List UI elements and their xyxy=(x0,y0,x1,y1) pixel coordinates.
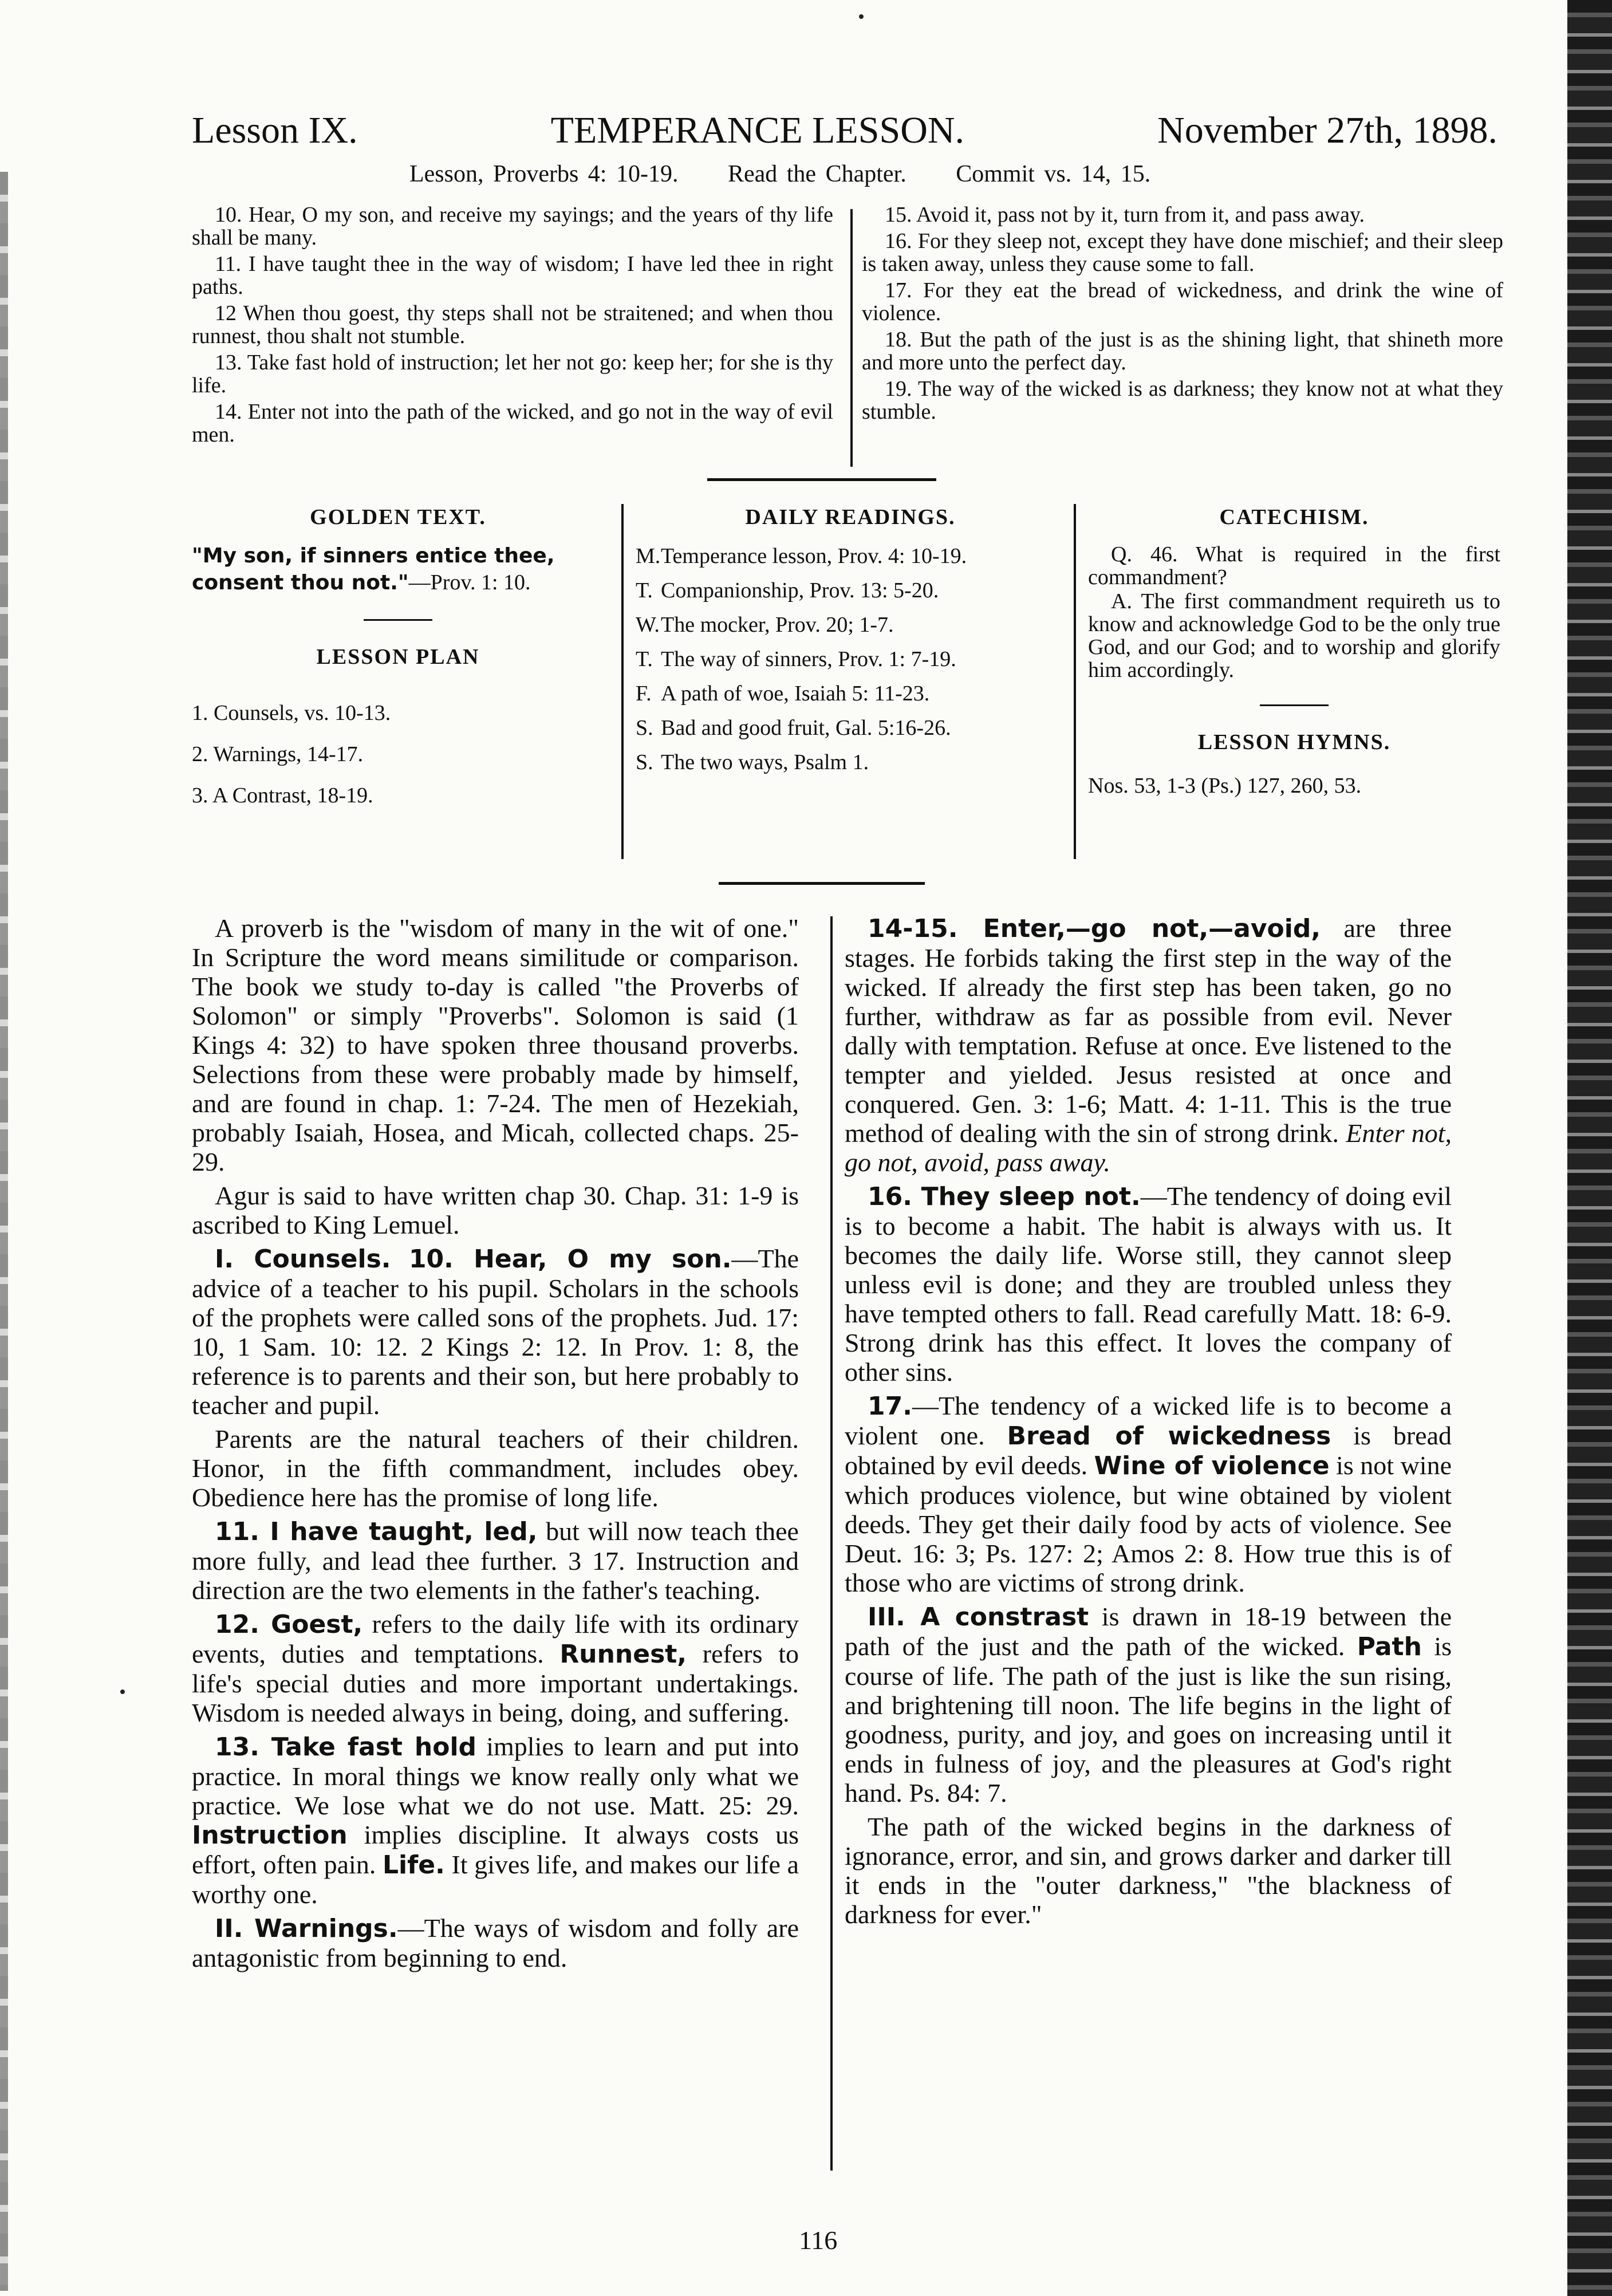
page-number: 116 xyxy=(799,2226,838,2255)
lesson-hymns-heading: LESSON HYMNS. xyxy=(1197,730,1391,754)
reading-day: W. xyxy=(636,613,660,637)
scripture-column-rule xyxy=(850,209,853,467)
paragraph-text: implies to learn and put into practice. In moral things we know really only what we practice. We lose what we do not use. Matt. 25: 29. xyxy=(192,1732,799,1820)
paragraph-text: —The tendency of doing evil is to become a habit. The habit is always with us. It becomes the daily life. Worse still, they cannot sleep unless evil is done; and they are troubled unless they have tempted others to fall. Read carefully Matt. 18: 6-9. Strong drink has this effect. It loves the company of other sins. xyxy=(845,1182,1452,1387)
verse: 14. Enter not into the path of the wicked, and go not in the way of evil men. xyxy=(192,400,833,447)
paragraph xyxy=(192,1609,799,1727)
term-heading: Life. xyxy=(383,1850,445,1880)
short-rule xyxy=(364,619,432,621)
reading-day: M. xyxy=(636,544,661,568)
paragraph-text: refers to the daily life with its ordinary events, duties and temptations. xyxy=(192,1609,799,1668)
paragraph: Parents are the natural teachers of their children. Honor, in the fifth commandment, includes obey. Obedience here has the promise of long life. xyxy=(192,1424,799,1512)
reading-item xyxy=(636,543,1065,569)
verse: 17. For they eat the bread of wickedness, and drink the wine of violence. xyxy=(862,278,1503,325)
box-column-rule xyxy=(1074,504,1076,859)
short-rule xyxy=(1260,704,1329,706)
paragraph-text: —The tendency of a wicked life is to become a violent one. xyxy=(845,1391,1452,1450)
section-divider xyxy=(719,882,925,885)
paragraph xyxy=(845,913,1452,1177)
commentary-left xyxy=(192,913,799,1977)
lesson-plan-heading: LESSON PLAN xyxy=(316,645,480,669)
paragraph-text: is bread obtained by evil deeds. xyxy=(845,1421,1452,1480)
verse-heading: 14-15. Enter,—go not,—avoid, xyxy=(868,914,1321,943)
lesson-date: November 27th, 1898. xyxy=(1157,109,1497,151)
page-header xyxy=(192,109,1497,160)
paragraph-text: —The advice of a teacher to his pupil. Scholars in the schools of the prophets were called sons of the prophets. Jud. 17: 10, 1 Sam. 10: 12. 2 Kings 2: 12. In Prov. 1: 8, the reference is to parents and their son, but here probably to teacher and pupil. xyxy=(192,1244,799,1420)
verse-heading: 17. xyxy=(868,1392,912,1421)
verse: 16. For they sleep not, except they have done mischief; and their sleep is taken away, unless they cause some to fall. xyxy=(862,229,1503,276)
paragraph xyxy=(845,1182,1452,1387)
reading-item xyxy=(636,715,1065,741)
lesson-number: Lesson IX. xyxy=(192,109,358,151)
paragraph xyxy=(192,1913,799,1972)
paragraph-text: is not wine which produces violence, but wine obtained by violent deeds. They get their daily food by acts of violence. See Deut. 16: 3; Ps. 127: 2; Amos 2: 8. How true this is of those who are victims of strong drink. xyxy=(845,1451,1452,1597)
reading-text: Bad and good fruit, Gal. 5:16-26. xyxy=(661,716,951,740)
reading-text: A path of woe, Isaiah 5: 11-23. xyxy=(661,682,930,706)
paragraph-text: are three stages. He forbids taking the first step in the way of the wicked. If already the first step has been taken, go no further, withdraw as far as possible from evil. Never dally with temptation. Refuse at once. Eve listened to the tempter and yielded. Jesus resisted at once and conquered. Gen. 3: 1-6; Matt. 4: 1-11. This is the true method of dealing with the sin of strong drink. xyxy=(845,913,1452,1148)
reading-text: Companionship, Prov. 13: 5-20. xyxy=(661,578,939,602)
lesson-plan-item: 1. Counsels, vs. 10-13. xyxy=(192,701,391,725)
read-note: Read the Chapter. xyxy=(727,161,906,187)
reading-text: Temperance lesson, Prov. 4: 10-19. xyxy=(661,544,967,568)
reading-day: T. xyxy=(636,647,653,671)
paragraph-text: It gives life, and makes our life a worthy one. xyxy=(192,1850,799,1909)
golden-text xyxy=(192,543,604,596)
lesson-plan-item: 2. Warnings, 14-17. xyxy=(192,742,364,766)
term-heading: Path xyxy=(1357,1632,1422,1661)
lesson-title: TEMPERANCE LESSON. xyxy=(550,109,965,151)
reading-item xyxy=(636,749,1065,775)
paragraph xyxy=(192,1244,799,1420)
golden-text-box xyxy=(192,504,604,824)
reading-day: S. xyxy=(636,716,653,740)
golden-text-ref: —Prov. 1: 10. xyxy=(408,570,531,594)
term-heading: Instruction xyxy=(192,1821,348,1850)
verse: 12 When thou goest, thy steps shall not be straitened; and when thou runnest, thou shalt not stumble. xyxy=(192,301,833,348)
scan-edge xyxy=(0,172,8,2291)
verse-heading: 16. They sleep not. xyxy=(868,1182,1141,1211)
lesson-ref: Lesson, Proverbs 4: 10-19. xyxy=(409,161,679,187)
paragraph xyxy=(192,1517,799,1605)
paragraph xyxy=(192,1732,799,1909)
section-heading: II. Warnings. xyxy=(215,1914,398,1943)
paragraph-text: but will now teach thee more fully, and lead thee further. 3 17. Instruction and direction are the two elements in the father's teaching. xyxy=(192,1517,799,1605)
daily-readings-heading: DAILY READINGS. xyxy=(745,505,956,529)
catechism-box xyxy=(1088,504,1500,799)
lesson-hymns-text: Nos. 53, 1-3 (Ps.) 127, 260, 53. xyxy=(1088,774,1362,798)
paragraph-text: implies discipline. It always costs us effort, often pain. xyxy=(192,1820,799,1879)
paragraph-text: is course of life. The path of the just is like the sun rising, and brightening till noon. The life begins in the light of goodness, purity, and joy, and goes on increasing until it ends in fulness of joy, and the pleasures at God's right hand. Ps. 84: 7. xyxy=(845,1632,1452,1807)
scan-speck xyxy=(859,14,864,19)
verse-heading: 12. Goest, xyxy=(215,1610,363,1639)
scripture-right xyxy=(862,203,1503,427)
lesson-reference xyxy=(409,160,1326,188)
verse: 15. Avoid it, pass not by it, turn from it, and pass away. xyxy=(885,203,1365,227)
catechism-question: Q. 46. What is required in the first commandment? xyxy=(1088,542,1500,589)
reading-day: S. xyxy=(636,750,653,774)
reading-text: The way of sinners, Prov. 1: 7-19. xyxy=(661,647,956,671)
paragraph-text: —The ways of wisdom and folly are antagonistic from beginning to end. xyxy=(192,1913,799,1972)
verse: 11. I have taught thee in the way of wisdom; I have led thee in right paths. xyxy=(192,252,833,299)
section-heading: III. A constrast xyxy=(868,1602,1089,1632)
reading-day: F. xyxy=(636,682,652,706)
term-heading: Bread of wickedness xyxy=(1007,1421,1331,1451)
term-heading: Runnest, xyxy=(559,1640,687,1669)
body-column-rule xyxy=(830,916,833,2171)
emphasis-text: Enter not, go not, avoid, pass away. xyxy=(845,1119,1452,1177)
verse: 18. But the path of the just is as the shining light, that shineth more and more unto the perfect day. xyxy=(862,328,1503,375)
reading-item xyxy=(636,680,1065,707)
verse: 19. The way of the wicked is as darkness; they know not at what they stumble. xyxy=(862,377,1503,424)
verse-heading: 10. Hear, O my son. xyxy=(408,1245,732,1274)
commentary-right xyxy=(845,913,1452,1933)
reading-text: The mocker, Prov. 20; 1-7. xyxy=(661,613,894,637)
catechism-heading: CATECHISM. xyxy=(1219,505,1369,529)
reading-item xyxy=(636,612,1065,638)
paragraph xyxy=(845,1391,1452,1597)
term-heading: Wine of violence xyxy=(1094,1451,1330,1480)
binding-edge xyxy=(1567,0,1612,2296)
scripture-left xyxy=(192,203,833,450)
verse-heading: 13. Take fast hold xyxy=(215,1732,477,1762)
catechism-answer: A. The first commandment requireth us to know and acknowledge God to be the only true God, and our God; and to worship and glorify him accordingly. xyxy=(1088,589,1500,682)
golden-text-quote: "My son, if sinners entice thee, consent thou not." xyxy=(192,544,555,594)
scan-speck xyxy=(120,1689,125,1694)
section-divider xyxy=(707,478,936,481)
paragraph: A proverb is the "wisdom of many in the wit of one." In Scripture the word means similitude or comparison. The book we study to-day is called "the Proverbs of Solomon" or simply "Proverbs". Solomon is said (1 Kings 4: 32) to have spoken three thousand proverbs. Selections from these were probably made by himself, and are found in chap. 1: 7-24. The men of Hezekiah, probably Isaiah, Hosea, and Micah, collected chaps. 25-29. xyxy=(192,913,799,1176)
paragraph: Agur is said to have written chap 30. Chap. 31: 1-9 is ascribed to King Lemuel. xyxy=(192,1181,799,1239)
reading-day: T. xyxy=(636,578,653,602)
commit-note: Commit vs. 14, 15. xyxy=(956,161,1151,187)
verse-heading: 11. I have taught, led, xyxy=(215,1517,538,1546)
golden-text-heading: GOLDEN TEXT. xyxy=(310,505,486,529)
reading-item xyxy=(636,646,1065,672)
section-heading: I. Counsels. xyxy=(215,1245,391,1274)
paragraph-text: is drawn in 18-19 between the path of the just and the path of the wicked. xyxy=(845,1602,1452,1661)
paragraph: The path of the wicked begins in the darkness of ignorance, error, and sin, and grows darker and darker till it ends in the "outer darkness," "the blackness of darkness for ever." xyxy=(845,1812,1452,1929)
lesson-plan-item: 3. A Contrast, 18-19. xyxy=(192,783,373,808)
reading-item xyxy=(636,577,1065,604)
box-column-rule xyxy=(621,504,624,859)
paragraph-text: refers to life's special duties and more important undertakings. Wisdom is needed always in being, doing, and suffering. xyxy=(192,1639,799,1727)
verse: 10. Hear, O my son, and receive my sayings; and the years of thy life shall be many. xyxy=(192,203,833,250)
paragraph xyxy=(845,1602,1452,1807)
reading-text: The two ways, Psalm 1. xyxy=(661,750,869,774)
daily-readings-box xyxy=(636,504,1065,783)
verse: 13. Take fast hold of instruction; let her not go: keep her; for she is thy life. xyxy=(192,350,833,397)
